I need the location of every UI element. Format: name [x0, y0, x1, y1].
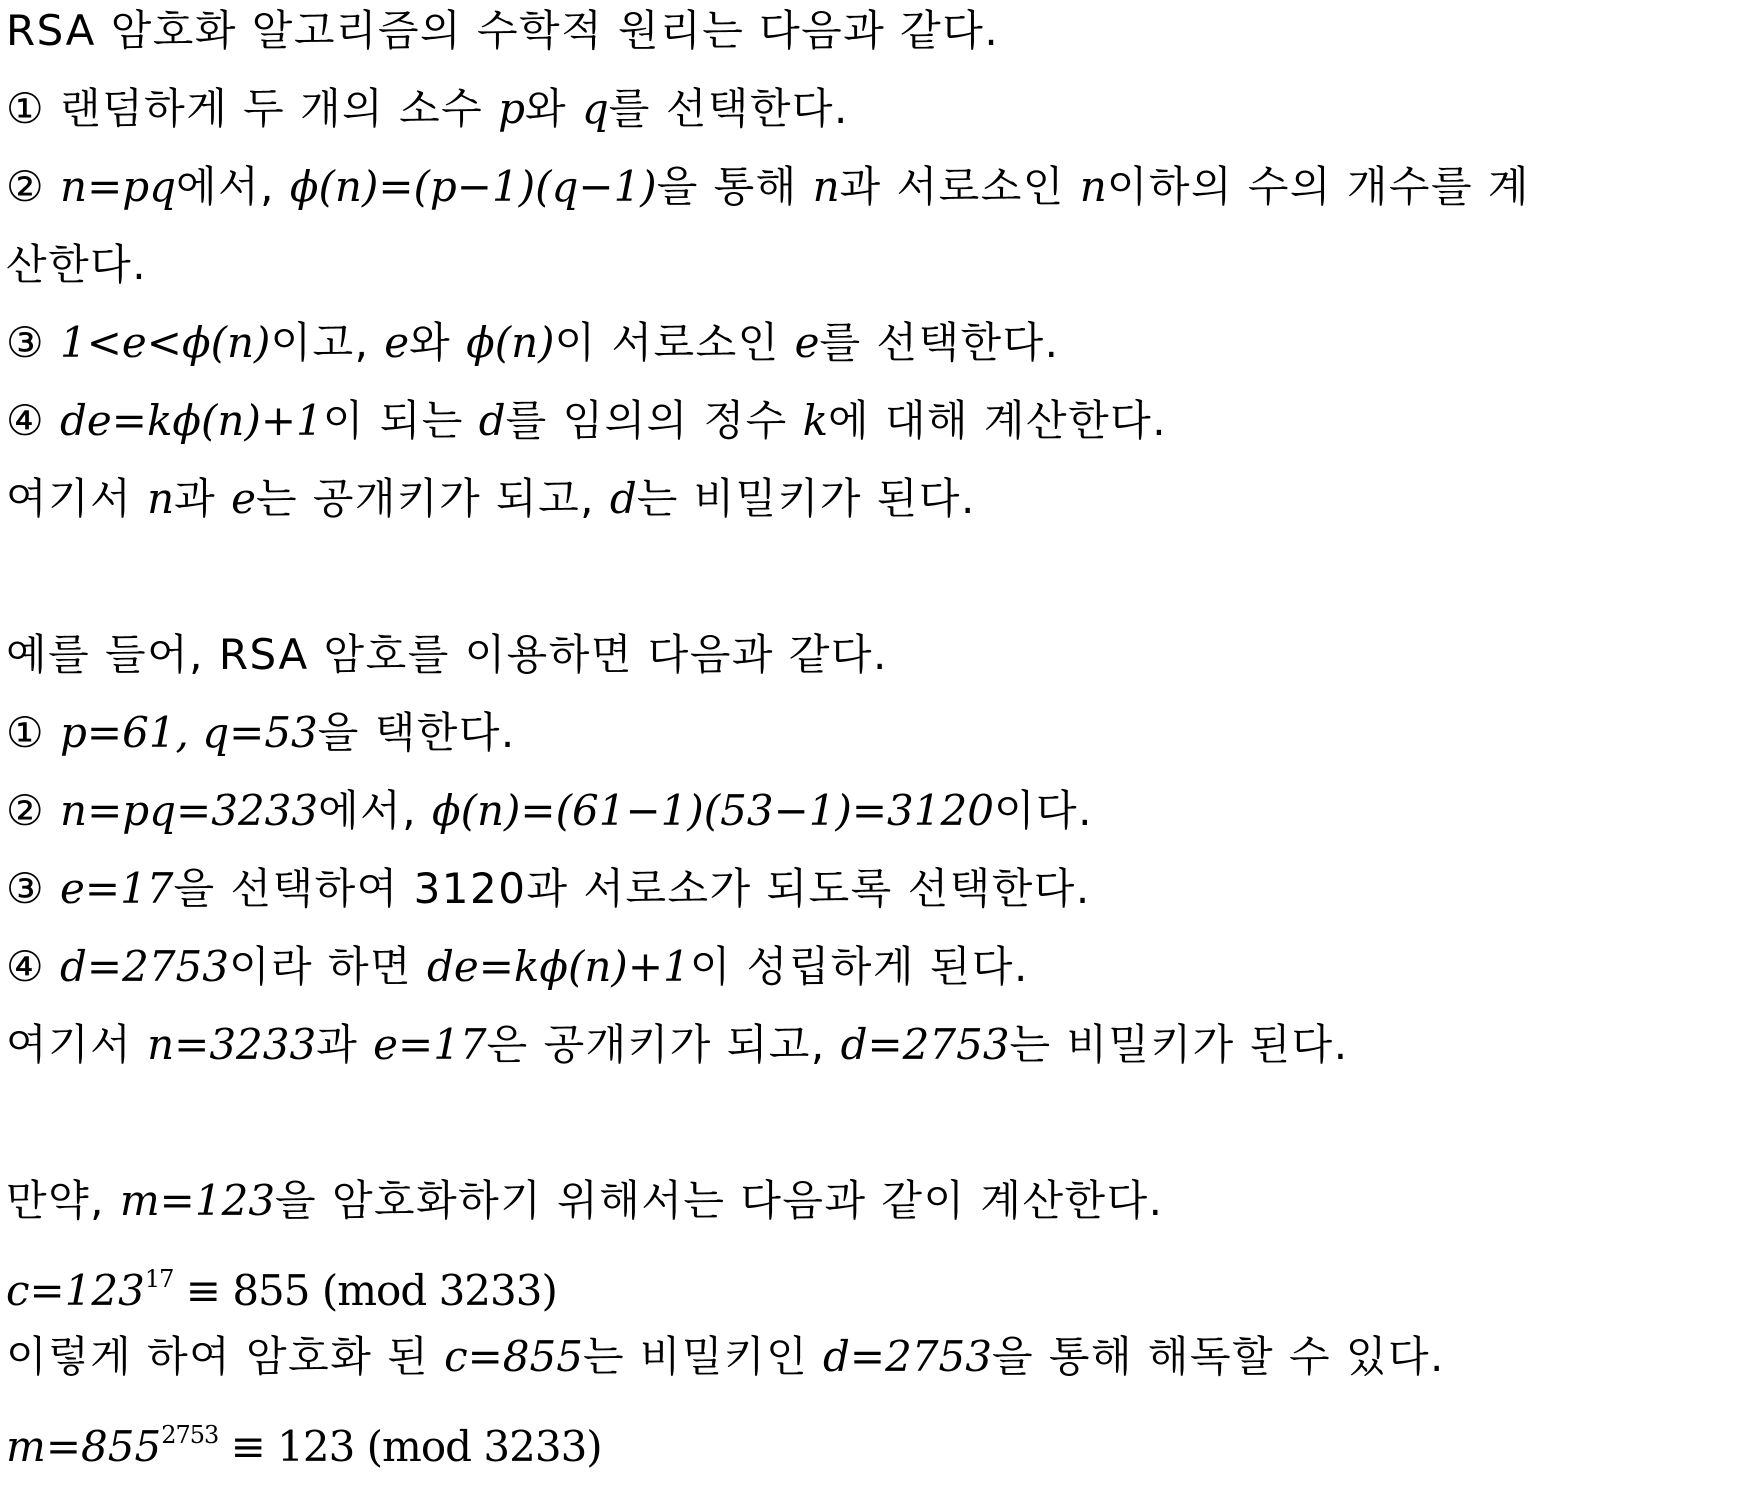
example-step-2 — [6, 780, 1744, 858]
step-number: ② — [6, 162, 46, 211]
step-text: 과 서로소인 — [839, 162, 1080, 211]
decryption-formula — [6, 1404, 1744, 1482]
math-e: e — [384, 318, 410, 367]
step-2-continuation — [6, 234, 1744, 312]
intro-text: 예를 들어, RSA 암호를 이용하면 다음과 같다. — [6, 630, 888, 679]
summary-text: 과 — [174, 474, 232, 523]
math-expression: ϕ(n)=(p−1)(q−1) — [289, 162, 657, 211]
step-number: ② — [6, 786, 46, 835]
rsa-example-section — [6, 624, 1744, 1092]
section-summary — [6, 1014, 1744, 1092]
step-number: ③ — [6, 318, 46, 367]
math-d: d — [609, 474, 637, 523]
formula-congruence: ≡ 855 (mod 3233) — [173, 1266, 557, 1315]
formula-exponent: 2753 — [161, 1421, 219, 1449]
step-text: 에 대해 계산한다. — [828, 396, 1168, 445]
paragraph-gap — [6, 1092, 1744, 1170]
math-expression: n=pq=3233 — [60, 786, 319, 835]
step-text — [45, 708, 60, 757]
example-step-3 — [6, 858, 1744, 936]
summary-text: 는 비밀키가 된다. — [636, 474, 976, 523]
math-expression: m=123 — [119, 1176, 276, 1225]
step-text: 를 선택한다. — [819, 318, 1060, 367]
step-text: 이 되는 — [322, 396, 479, 445]
body-text: 이렇게 하여 암호화 된 — [6, 1332, 445, 1381]
step-number: ① — [6, 708, 46, 757]
step-text — [45, 864, 60, 913]
math-expression: e=17 — [60, 864, 174, 913]
math-expression: n=pq — [60, 162, 177, 211]
decryption-text — [6, 1326, 1744, 1404]
section-intro — [6, 624, 1744, 702]
formula-congruence: ≡ 123 (mod 3233) — [218, 1422, 602, 1471]
step-text: 랜덤하게 두 개의 소수 — [45, 84, 499, 133]
math-expression: n=3233 — [147, 1020, 317, 1069]
summary-text: 은 공개키가 되고, — [486, 1020, 841, 1069]
math-expression: ϕ(n)=(61−1)(53−1)=3120 — [431, 786, 994, 835]
encryption-intro — [6, 1170, 1744, 1248]
step-2 — [6, 156, 1744, 234]
rsa-encryption-section — [6, 1170, 1744, 1482]
rsa-principle-section — [6, 0, 1744, 546]
step-text: 와 — [524, 84, 582, 133]
section-intro — [6, 0, 1744, 78]
step-text: 를 임의의 정수 — [505, 396, 803, 445]
math-n: n — [1079, 162, 1107, 211]
math-expression: ϕ(n) — [466, 318, 555, 367]
math-d: d — [478, 396, 506, 445]
example-step-1 — [6, 702, 1744, 780]
step-text: 산한다. — [6, 240, 148, 289]
summary-text: 여기서 — [6, 1020, 148, 1069]
document — [6, 0, 1744, 1482]
math-k: k — [802, 396, 829, 445]
step-text — [45, 786, 60, 835]
step-text: 이하의 수의 개수를 계 — [1106, 162, 1530, 211]
step-3 — [6, 312, 1744, 390]
step-text: 에서, — [176, 162, 290, 211]
step-text: 이다. — [993, 786, 1093, 835]
body-text: 을 통해 해독할 수 있다. — [991, 1332, 1445, 1381]
step-text: 이고, — [270, 318, 385, 367]
paragraph-gap — [6, 546, 1744, 624]
math-expression: p=61, q=53 — [60, 708, 318, 757]
step-text: 을 택한다. — [317, 708, 516, 757]
math-e: e — [231, 474, 256, 523]
step-text — [45, 318, 60, 367]
step-text — [45, 396, 60, 445]
intro-text: 을 암호화하기 위해서는 다음과 같이 계산한다. — [275, 1176, 1164, 1225]
step-text: 을 선택하여 3120과 서로소가 되도록 선택한다. — [173, 864, 1091, 913]
math-expression: d=2753 — [823, 1332, 992, 1381]
formula-base: m=855 — [6, 1422, 162, 1471]
math-expression: de=kϕ(n)+1 — [60, 396, 323, 445]
math-expression: d=2753 — [60, 942, 229, 991]
math-expression: 1<e<ϕ(n) — [60, 318, 271, 367]
math-q: q — [581, 84, 609, 133]
math-e: e — [794, 318, 820, 367]
summary-text: 는 비밀키가 된다. — [1009, 1020, 1349, 1069]
math-expression: de=kϕ(n)+1 — [426, 942, 690, 991]
step-text: 이 성립하게 된다. — [689, 942, 1029, 991]
section-summary — [6, 468, 1744, 546]
math-expression: e=17 — [373, 1020, 487, 1069]
step-text: 을 통해 — [656, 162, 813, 211]
step-text: 에서, — [318, 786, 432, 835]
step-number: ③ — [6, 864, 46, 913]
math-expression: d=2753 — [840, 1020, 1010, 1069]
step-1 — [6, 78, 1744, 156]
intro-text: 만약, — [6, 1176, 120, 1225]
formula-base: c=123 — [6, 1266, 145, 1315]
step-text — [45, 162, 60, 211]
example-step-4 — [6, 936, 1744, 1014]
step-number: ① — [6, 84, 46, 133]
encryption-formula — [6, 1248, 1744, 1326]
body-text: 는 비밀키인 — [582, 1332, 824, 1381]
step-text — [45, 942, 60, 991]
summary-text: 여기서 — [6, 474, 148, 523]
math-expression: c=855 — [444, 1332, 583, 1381]
summary-text: 과 — [316, 1020, 374, 1069]
math-n: n — [147, 474, 175, 523]
formula-exponent: 17 — [144, 1265, 174, 1293]
intro-text: RSA 암호화 알고리즘의 수학적 원리는 다음과 같다. — [6, 6, 1000, 55]
summary-text: 는 공개키가 되고, — [255, 474, 610, 523]
step-text: 이 서로소인 — [554, 318, 795, 367]
step-text: 를 선택한다. — [608, 84, 849, 133]
math-n: n — [812, 162, 840, 211]
step-4 — [6, 390, 1744, 468]
step-number: ④ — [6, 396, 46, 445]
math-p: p — [498, 84, 525, 133]
step-text: 이라 하면 — [228, 942, 427, 991]
step-text: 와 — [409, 318, 467, 367]
step-number: ④ — [6, 942, 46, 991]
